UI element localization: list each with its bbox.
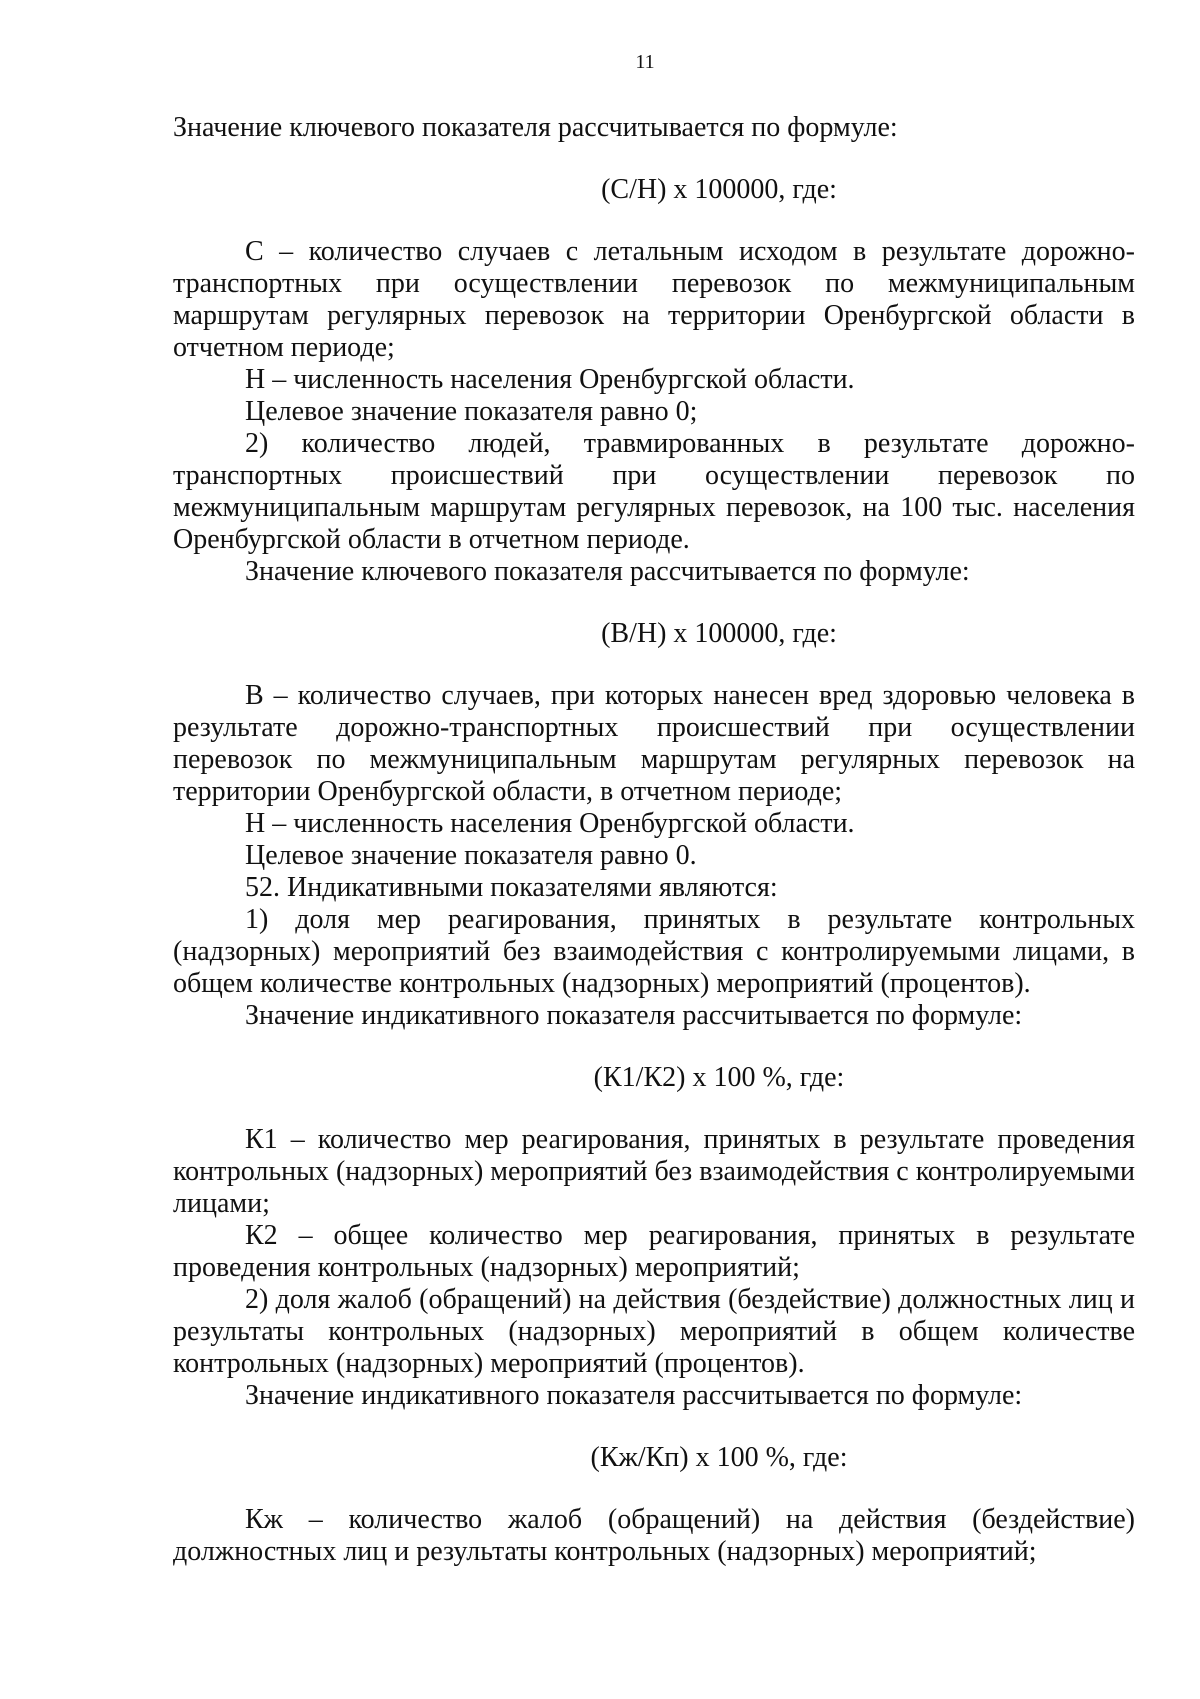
formula-intro-paragraph: Значение индикативного показателя рассчитывается по формуле: (245, 1000, 1023, 1031)
definition-paragraph: Н – численность населения Оренбургской области. (245, 364, 855, 395)
definition-paragraph: Кж – количество жалоб (обращений) на действия (бездействие) должностных лиц и результаты контрольных (надзорных) мероприятий; (173, 1504, 1135, 1567)
formula-line: (Кж/Кп) х 100 %, где: (590, 1442, 848, 1473)
definition-paragraph: К1 – количество мер реагирования, принятых в результате проведения контрольных (надзорных) мероприятий без взаимодействия с контролируемыми лицами; (173, 1124, 1135, 1219)
indicator-paragraph: 2) количество людей, травмированных в результате дорожно-транспортных происшествий при осуществлении перевозок по межмуниципальным маршрутам регулярных перевозок, на 100 тыс. населения Оренбургской области в отчетном периоде. (173, 428, 1135, 555)
indicator-paragraph: 1) доля мер реагирования, принятых в результате контрольных (надзорных) мероприятий без взаимодействия с контролируемыми лицами, в общем количестве контрольных (надзорных) мероприятий (процентов). (173, 904, 1135, 999)
formula-line: (К1/К2) х 100 %, где: (593, 1062, 845, 1093)
definition-paragraph: В – количество случаев, при которых нанесен вред здоровью человека в результате дорожно-транспортных происшествий при осуществлении перевозок по межмуниципальным маршрутам регулярных перевозок на территории Оренбургской области, в отчетном периоде; (173, 680, 1135, 807)
formula-intro-paragraph: Значение ключевого показателя рассчитывается по формуле: (173, 112, 898, 143)
section-heading-paragraph: 52. Индикативными показателями являются: (245, 872, 778, 903)
definition-paragraph: С – количество случаев с летальным исходом в результате дорожно-транспортных при осуществлении перевозок по межмуниципальным маршрутам регулярных перевозок на территории Оренбургской области в отчетном периоде; (173, 236, 1135, 363)
page-number: 11 (635, 51, 655, 73)
formula-line: (С/Н) х 100000, где: (601, 174, 837, 205)
target-value-paragraph: Целевое значение показателя равно 0. (245, 840, 697, 871)
indicator-paragraph: 2) доля жалоб (обращений) на действия (бездействие) должностных лиц и результаты контрольных (надзорных) мероприятий в общем количестве контрольных (надзорных) мероприятий (процентов). (173, 1284, 1135, 1379)
document-body (173, 112, 1135, 1568)
formula-intro-paragraph: Значение индикативного показателя рассчитывается по формуле: (245, 1380, 1023, 1411)
formula-intro-paragraph: Значение ключевого показателя рассчитывается по формуле: (245, 556, 970, 587)
definition-paragraph: Н – численность населения Оренбургской области. (245, 808, 855, 839)
formula-line: (В/Н) х 100000, где: (601, 618, 837, 649)
target-value-paragraph: Целевое значение показателя равно 0; (245, 396, 698, 427)
definition-paragraph: К2 – общее количество мер реагирования, принятых в результате проведения контрольных (надзорных) мероприятий; (173, 1220, 1135, 1283)
